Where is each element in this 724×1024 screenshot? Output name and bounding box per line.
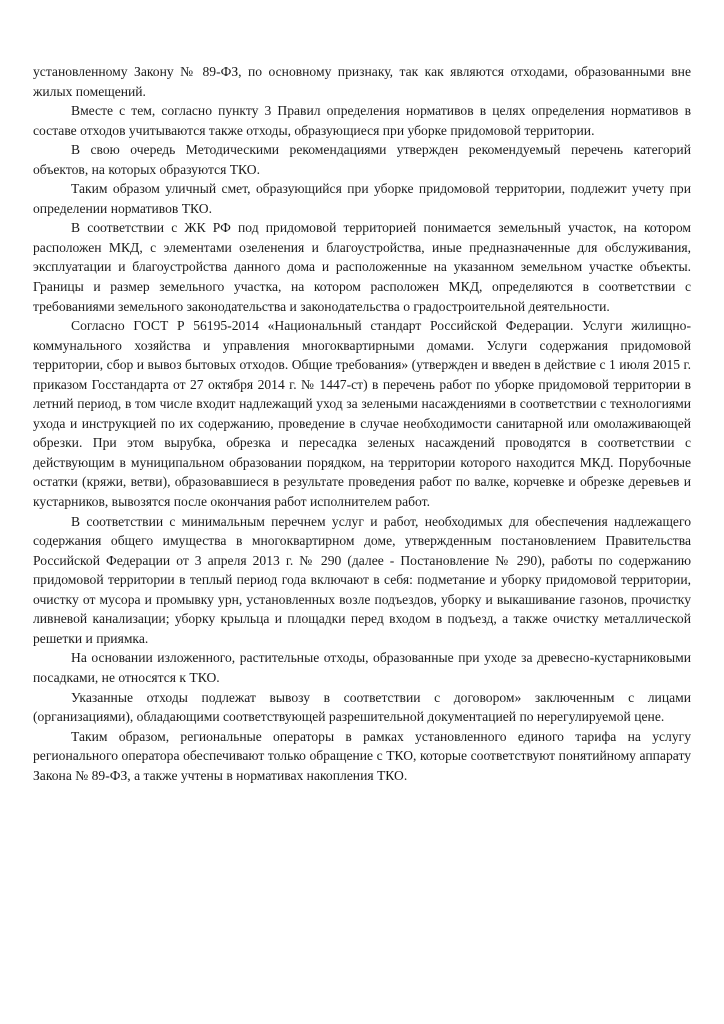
paragraph-gost-standard: Согласно ГОСТ Р 56195-2014 «Национальный стандарт Российской Федерации. Услуги жилищно-коммунального хозяйства и управления многоквартирными домами. Услуги содержания придомовой территории, сбор и вывоз бытовых отходов. Общие требования» (утвержден и введен в действие с 1 июля 2015 г. приказом Госстандарта от 27 октября 2014 г. № 1447-ст) в перечень работ по уборке придомовой территории в летний период, в том числе входит надлежащий уход за зелеными насаждениями в соответствии с технологиями ухода и инструкцией по их содержанию, проведение в случае необходимости санитарной или омолаживающей обрезки. При этом вырубка, обрезка и пересадка зеленых насаждений проводятся в соответствии с действующим в муниципальном образовании порядком, на территории которого находится МКД. Порубочные остатки (кряжи, ветви), образовавшиеся в результате проведения работ по валке, корчевке и обрезке деревьев и кустарников, вывозятся после окончания работ исполнителем работ. bbox=[33, 318, 691, 510]
paragraph-regional-operators: Таким образом, региональные операторы в рамках установленного единого тарифа на услугу регионального оператора обеспечивают только обращение с ТКО, которые соответствуют понятийному аппарату Закона № 89-ФЗ, а также учтены в нормативах накопления ТКО. bbox=[33, 728, 691, 783]
paragraph-continuation: установленному Закону № 89-ФЗ, по основному признаку, так как являются отходами, образованными вне жилых помещений. bbox=[33, 64, 691, 99]
paragraph-housing-code-definition: В соответствии с ЖК РФ под придомовой территорией понимается земельный участок, на котором расположен МКД, с элементами озеленения и благоустройства, иные предназначенные для обслуживания, эксплуатации и благоустройства данного дома и расположенные на указанном земельном участке объекты. Границы и размер земельного участка, на котором расположен МКД, определяются в соответствии с требованиями земельного законодательства и законодательства о градостроительной деятельности. bbox=[33, 220, 691, 314]
document-body bbox=[33, 62, 691, 785]
paragraph-street-sweepings: Таким образом уличный смет, образующийся при уборке придомовой территории, подлежит учету при определении нормативов ТКО. bbox=[33, 181, 691, 216]
paragraph-resolution-290: В соответствии с минимальным перечнем услуг и работ, необходимых для обеспечения надлежащего содержания общего имущества в многоквартирном доме, утвержденным постановлением Правительства Российской Федерации от 3 апреля 2013 г. № 290 (далее - Постановление № 290), работы по содержанию придомовой территории в теплый период года включают в себя: подметание и уборку придомовой территории, очистку от мусора и промывку урн, установленных возле подъездов, уборку и выкашивание газонов, прочистку ливневой канализации; уборку крыльца и площадки перед входом в подъезд, а также очистку металлической решетки и приямка. bbox=[33, 513, 691, 646]
paragraph-contract-removal: Указанные отходы подлежат вывозу в соответствии с договором» заключенным с лицами (организациями), обладающими соответствующей разрешительной документацией по нерегулируемой цене. bbox=[33, 689, 691, 725]
paragraph-plant-waste-conclusion: На основании изложенного, растительные отходы, образованные при уходе за древесно-кустарниковыми посадками, не относятся к ТКО. bbox=[33, 650, 691, 685]
paragraph-methodical-recommendations: В свою очередь Методическими рекомендациями утвержден рекомендуемый перечень категорий объектов, на которых образуются ТКО. bbox=[33, 142, 691, 177]
paragraph-rules-clause-3: Вместе с тем, согласно пункту 3 Правил определения нормативов в целях определения нормативов в составе отходов учитываются также отходы, образующиеся при уборке придомовой территории. bbox=[33, 103, 691, 138]
